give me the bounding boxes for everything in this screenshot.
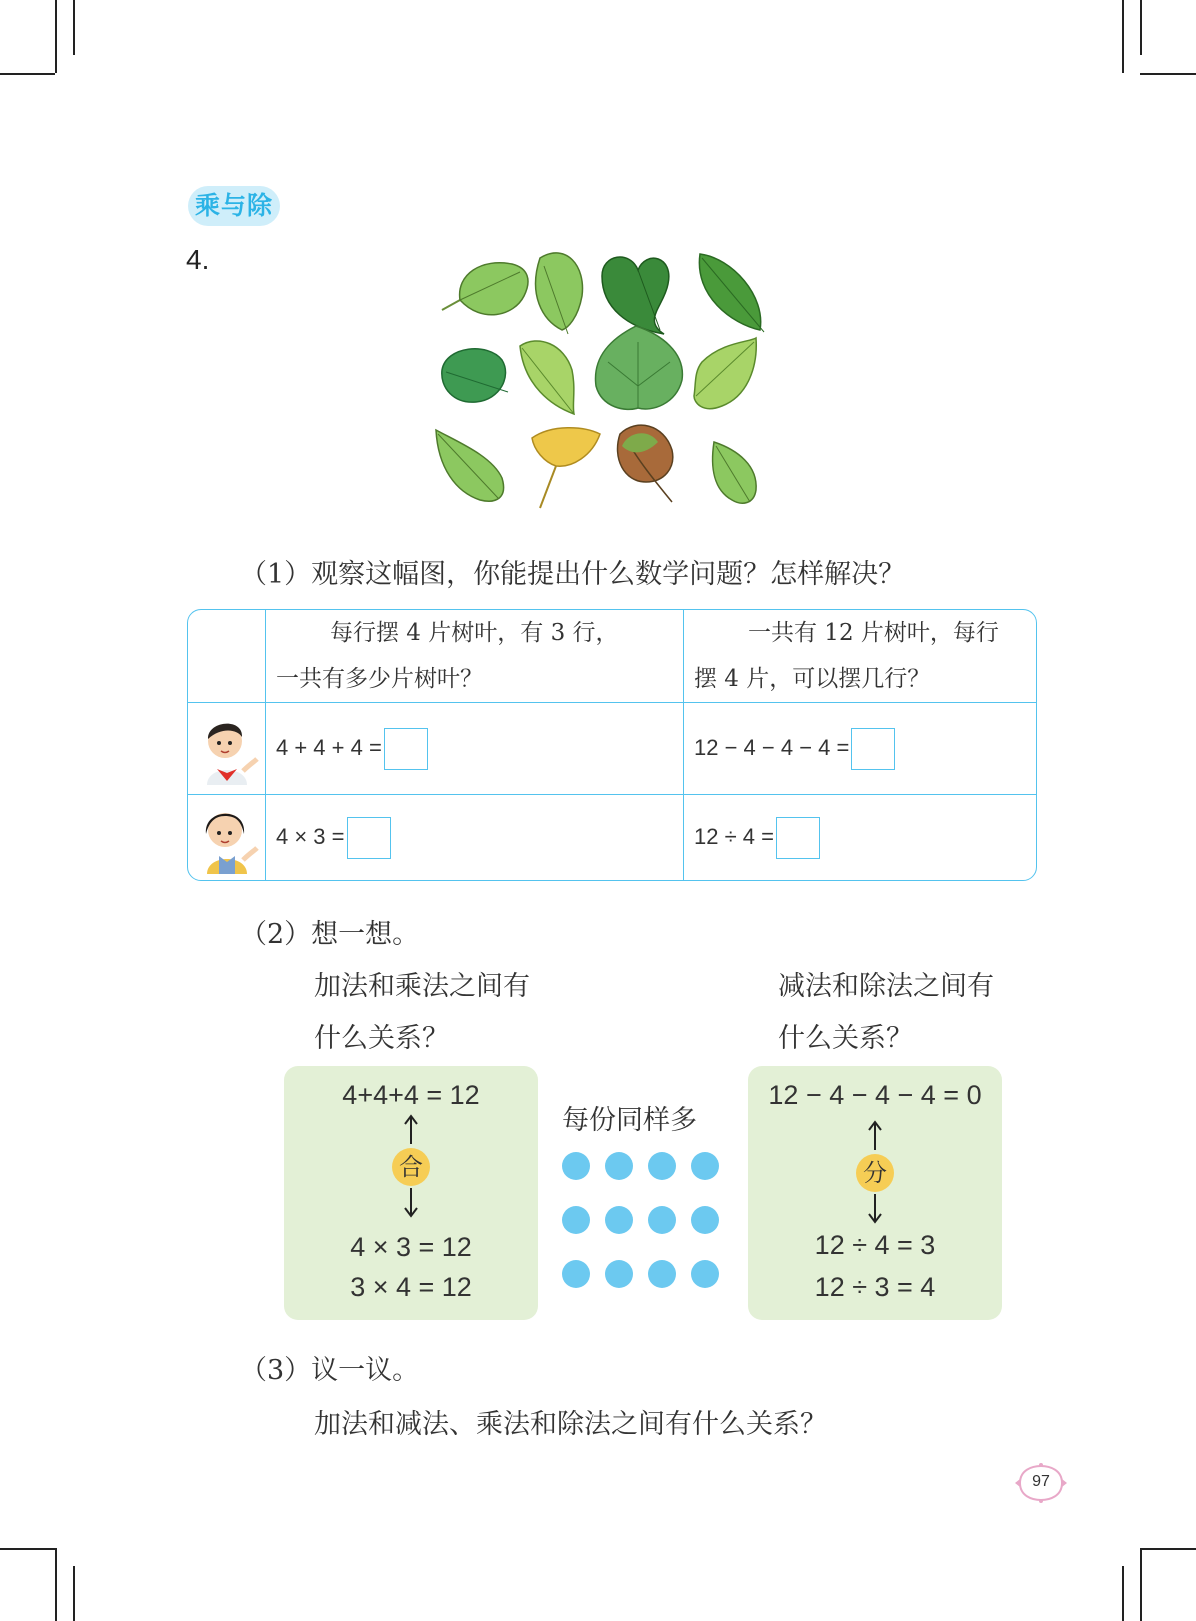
question-text: 一共有 12 片树叶，每行 (748, 620, 999, 646)
problem-number: 4. (186, 244, 210, 275)
answer-box[interactable] (851, 728, 895, 770)
answer-box[interactable] (776, 817, 820, 859)
crop-mark (0, 73, 55, 75)
part3-prompt: （3）议一议。 (240, 1355, 420, 1386)
equation-cell (684, 703, 1036, 795)
repeated-subtraction-equation: 12 − 4 − 4 − 4 = 0 (768, 1080, 982, 1110)
part2-prompt: （2）想一想。 (240, 919, 420, 950)
leaf-icon (532, 428, 600, 508)
subtraction-division-box (748, 1066, 1002, 1320)
part1-prompt: （1）观察这幅图，你能提出什么数学问题？怎样解决？ (240, 559, 906, 590)
leaf-icon (694, 338, 756, 409)
question-cell (684, 610, 1036, 703)
crop-mark (55, 0, 57, 73)
answer-box[interactable] (347, 817, 391, 859)
leaf-icon (713, 442, 757, 503)
crop-mark (0, 1548, 55, 1550)
arrow-up-icon (865, 1120, 885, 1150)
dot (605, 1206, 633, 1234)
dot-array (562, 1152, 720, 1292)
leaf-icon (602, 257, 669, 334)
arrow-up-icon (401, 1114, 421, 1144)
solution-table (187, 609, 1037, 881)
leaf-icon (442, 263, 528, 315)
crop-mark (1122, 0, 1124, 73)
repeated-addition-equation: 4+4+4 = 12 (342, 1080, 480, 1110)
section-tag: 乘与除 (188, 186, 280, 226)
crop-mark (73, 0, 75, 55)
combine-badge: 合 (392, 1148, 430, 1186)
subtraction-equation: 12 − 4 − 4 − 4 = (694, 734, 850, 760)
leaves-illustration (432, 246, 792, 526)
question-cell (266, 610, 684, 703)
dot (691, 1260, 719, 1288)
boy-avatar (195, 709, 259, 785)
answer-box[interactable] (384, 728, 428, 770)
leaf-icon (520, 341, 574, 414)
crop-mark (1140, 73, 1196, 75)
page-number-badge (1012, 1462, 1070, 1504)
divide-badge: 分 (856, 1154, 894, 1192)
dot (648, 1260, 676, 1288)
question-text: 一共有多少片树叶？ (276, 666, 483, 692)
dot (648, 1152, 676, 1180)
crop-mark (73, 1566, 75, 1621)
equation-cell (266, 795, 684, 880)
dot (648, 1206, 676, 1234)
question-text: 摆 4 片，可以摆几行？ (694, 666, 931, 692)
division-equation: 12 ÷ 4 = 3 (814, 1230, 936, 1260)
leaf-icon (536, 253, 583, 334)
division-equation: 12 ÷ 4 = (694, 823, 774, 849)
addition-multiplication-box (284, 1066, 538, 1320)
multiplication-equation: 4 × 3 = (276, 823, 345, 849)
equation-cell (266, 703, 684, 795)
multiplication-equation: 4 × 3 = 12 (350, 1232, 472, 1262)
crop-mark (1140, 1548, 1196, 1550)
leaf-icon (442, 349, 508, 402)
dot (562, 1260, 590, 1288)
leaf-icon (618, 425, 673, 502)
left-question-line: 加法和乘法之间有 (314, 971, 530, 1002)
multiplication-equation: 3 × 4 = 12 (350, 1272, 472, 1302)
question-text: 每行摆 4 片树叶，有 3 行， (330, 620, 619, 646)
dot (562, 1206, 590, 1234)
crop-mark (1140, 0, 1142, 55)
addition-equation: 4 + 4 + 4 = (276, 734, 382, 760)
equal-groups-caption: 每份同样多 (562, 1105, 697, 1136)
leaf-icon (699, 254, 764, 332)
dot (605, 1260, 633, 1288)
crop-mark (1140, 1548, 1142, 1621)
arrow-down-icon (401, 1188, 421, 1218)
dot (605, 1152, 633, 1180)
crop-mark (55, 1548, 57, 1621)
dot (691, 1152, 719, 1180)
avatar-cell (188, 795, 266, 880)
avatar-cell (188, 703, 266, 795)
dot (691, 1206, 719, 1234)
leaf-icon (436, 430, 504, 501)
arrow-down-icon (865, 1194, 885, 1224)
equation-cell (684, 795, 1036, 880)
part3-question: 加法和减法、乘法和除法之间有什么关系？ (314, 1409, 827, 1440)
girl-avatar (195, 798, 259, 874)
division-equation: 12 ÷ 3 = 4 (814, 1272, 936, 1302)
crop-mark (1122, 1566, 1124, 1621)
leaf-icon (595, 326, 682, 409)
page-number: 97 (1032, 1473, 1050, 1490)
right-question-line: 减法和除法之间有 (778, 971, 994, 1002)
table-corner-cell (188, 610, 266, 703)
right-question-line: 什么关系？ (778, 1023, 913, 1054)
dot (562, 1152, 590, 1180)
left-question-line: 什么关系？ (314, 1023, 449, 1054)
